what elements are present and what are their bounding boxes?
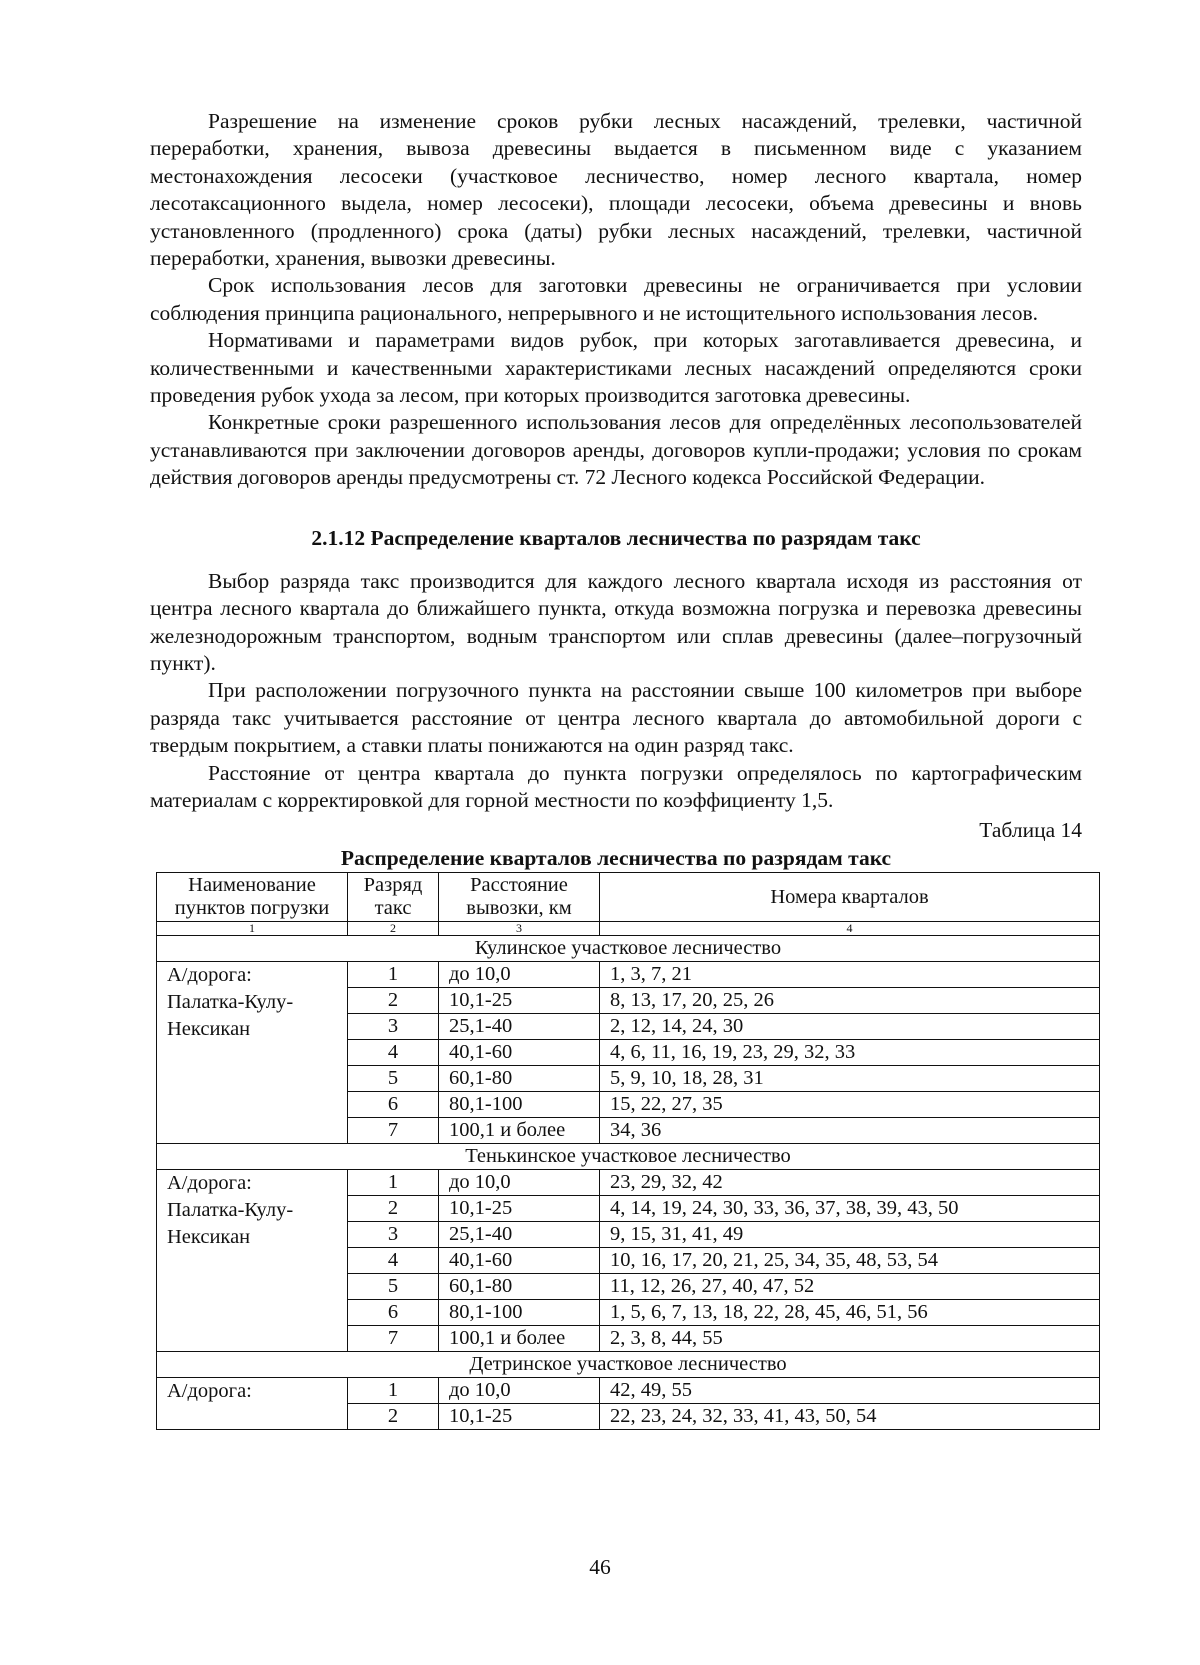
quarters-cell: 15, 22, 27, 35 xyxy=(600,1092,1100,1118)
loading-point-line: А/дорога: xyxy=(167,964,252,987)
grade-cell: 3 xyxy=(348,1222,439,1248)
distance-cell: 10,1-25 xyxy=(439,1196,600,1222)
paragraph: При расположении погрузочного пункта на расстоянии свыше 100 километров при выборе разряда такс учитывается расстояние от центра лесного квартала до автомобильной дороги с твердым покрытием, а ставки платы понижаются на один разряд такс. xyxy=(150,678,1082,758)
paragraph: Расстояние от центра квартала до пункта погрузки определялось по картографическим материалам с корректировкой для горной местности по коэффициенту 1,5. xyxy=(150,760,1082,812)
loading-point-cell xyxy=(157,1170,348,1352)
distance-cell: 25,1-40 xyxy=(439,1014,600,1040)
quarters-cell: 8, 13, 17, 20, 25, 26 xyxy=(600,988,1100,1014)
distance-cell: 25,1-40 xyxy=(439,1222,600,1248)
paragraph: Нормативами и параметрами видов рубок, при которых заготавливается древесина, и количественными и качественными характеристиками лесных насаждений определяются сроки проведения рубок ухода за лесом, при которых производится заготовка древесины. xyxy=(150,328,1082,408)
loading-point-line: А/дорога: xyxy=(167,1172,252,1195)
header-distance: Расстояние вывозки, км xyxy=(439,873,600,922)
quarters-cell: 5, 9, 10, 18, 28, 31 xyxy=(600,1066,1100,1092)
section-title: Детринское участковое лесничество xyxy=(157,1352,1100,1378)
grade-cell: 2 xyxy=(348,988,439,1014)
table-body xyxy=(157,936,1100,1430)
section-row xyxy=(157,1144,1100,1170)
distribution-table xyxy=(156,872,1100,1430)
grade-cell: 7 xyxy=(348,1118,439,1144)
distance-cell: 10,1-25 xyxy=(439,1404,600,1430)
loading-point-line: Палатка-Кулу- xyxy=(167,991,294,1014)
section-row xyxy=(157,1352,1100,1378)
quarters-cell: 1, 5, 6, 7, 13, 18, 22, 28, 45, 46, 51, 56 xyxy=(600,1300,1100,1326)
grade-cell: 6 xyxy=(348,1300,439,1326)
section-title: Тенькинское участковое лесничество xyxy=(157,1144,1100,1170)
header-row xyxy=(157,873,1100,922)
grade-cell: 5 xyxy=(348,1274,439,1300)
distance-cell: 100,1 и более xyxy=(439,1118,600,1144)
loading-point-line: Нексикан xyxy=(167,1018,251,1041)
grade-cell: 1 xyxy=(348,1170,439,1196)
quarters-cell: 11, 12, 26, 27, 40, 47, 52 xyxy=(600,1274,1100,1300)
grade-cell: 1 xyxy=(348,962,439,988)
column-index: 3 xyxy=(439,922,600,936)
grade-cell: 1 xyxy=(348,1378,439,1404)
grade-cell: 3 xyxy=(348,1014,439,1040)
distance-cell: 40,1-60 xyxy=(439,1040,600,1066)
section-paragraphs xyxy=(150,568,1082,815)
column-index-row xyxy=(157,922,1100,936)
section-title: Кулинское участковое лесничество xyxy=(157,936,1100,962)
table-number: Таблица 14 xyxy=(979,818,1082,843)
grade-cell: 2 xyxy=(348,1404,439,1430)
table-row xyxy=(157,962,1100,988)
quarters-cell: 2, 12, 14, 24, 30 xyxy=(600,1014,1100,1040)
loading-point-line: Нексикан xyxy=(167,1226,251,1249)
distance-cell: до 10,0 xyxy=(439,962,600,988)
header-grade: Разряд такс xyxy=(348,873,439,922)
loading-point-cell xyxy=(157,1378,348,1430)
distance-cell: до 10,0 xyxy=(439,1378,600,1404)
quarters-cell: 42, 49, 55 xyxy=(600,1378,1100,1404)
distance-cell: 80,1-100 xyxy=(439,1092,600,1118)
column-index: 2 xyxy=(348,922,439,936)
quarters-cell: 34, 36 xyxy=(600,1118,1100,1144)
table-title: Распределение кварталов лесничества по разрядам такс xyxy=(340,846,892,871)
quarters-cell: 23, 29, 32, 42 xyxy=(600,1170,1100,1196)
grade-cell: 4 xyxy=(348,1248,439,1274)
distance-cell: 60,1-80 xyxy=(439,1066,600,1092)
paragraph: Конкретные сроки разрешенного использования лесов для определённых лесопользователей устанавливаются при заключении договоров аренды, договоров купли-продажи; условия по срокам действия договоров аренды предусмотрены ст. 72 Лесного кодекса Российской Федерации. xyxy=(150,410,1082,490)
quarters-cell: 2, 3, 8, 44, 55 xyxy=(600,1326,1100,1352)
distance-cell: до 10,0 xyxy=(439,1170,600,1196)
quarters-cell: 10, 16, 17, 20, 21, 25, 34, 35, 48, 53, 54 xyxy=(600,1248,1100,1274)
quarters-cell: 22, 23, 24, 32, 33, 41, 43, 50, 54 xyxy=(600,1404,1100,1430)
grade-cell: 4 xyxy=(348,1040,439,1066)
table-row xyxy=(157,1378,1100,1404)
column-index: 4 xyxy=(600,922,1100,936)
section-row xyxy=(157,936,1100,962)
page-content xyxy=(150,108,1082,1430)
paragraph: Разрешение на изменение сроков рубки лесных насаждений, трелевки, частичной переработки, хранения, вывоза древесины выдается в письменном виде с указанием местонахождения лесосеки (участковое лесничество, номер лесного квартала, номер лесотаксационного выдела, номер лесосеки), площади лесосеки, объема древесины и вновь установленного (продленного) срока (даты) рубки лесных насаждений, трелевки, частичной переработки, хранения, вывозки древесины. xyxy=(150,109,1082,271)
distance-cell: 60,1-80 xyxy=(439,1274,600,1300)
grade-cell: 2 xyxy=(348,1196,439,1222)
loading-point-line: А/дорога: xyxy=(167,1380,252,1403)
distance-cell: 80,1-100 xyxy=(439,1300,600,1326)
table-header xyxy=(157,873,1100,936)
intro-paragraphs xyxy=(150,108,1082,492)
section-heading: 2.1.12 Распределение кварталов лесничества по разрядам такс xyxy=(311,525,921,550)
quarters-cell: 4, 6, 11, 16, 19, 23, 29, 32, 33 xyxy=(600,1040,1100,1066)
header-point: Наименование пунктов погрузки xyxy=(157,873,348,922)
paragraph: Срок использования лесов для заготовки древесины не ограничивается при условии соблюдения принципа рационального, непрерывного и не истощительного использования лесов. xyxy=(150,273,1082,325)
column-index: 1 xyxy=(157,922,348,936)
distance-cell: 10,1-25 xyxy=(439,988,600,1014)
header-quarters: Номера кварталов xyxy=(600,873,1100,922)
quarters-cell: 4, 14, 19, 24, 30, 33, 36, 37, 38, 39, 43, 50 xyxy=(600,1196,1100,1222)
paragraph: Выбор разряда такс производится для каждого лесного квартала исходя из расстояния от центра лесного квартала до ближайшего пункта, откуда возможна погрузка и перевозка древесины железнодорожным транспортом, водным транспортом или сплав древесины (далее–погрузочный пункт). xyxy=(150,568,1082,675)
distance-cell: 100,1 и более xyxy=(439,1326,600,1352)
page-number: 46 xyxy=(589,1555,611,1579)
grade-cell: 5 xyxy=(348,1066,439,1092)
grade-cell: 6 xyxy=(348,1092,439,1118)
grade-cell: 7 xyxy=(348,1326,439,1352)
quarters-cell: 9, 15, 31, 41, 49 xyxy=(600,1222,1100,1248)
distance-cell: 40,1-60 xyxy=(439,1248,600,1274)
loading-point-cell xyxy=(157,962,348,1144)
table-row xyxy=(157,1170,1100,1196)
quarters-cell: 1, 3, 7, 21 xyxy=(600,962,1100,988)
loading-point-line: Палатка-Кулу- xyxy=(167,1199,294,1222)
